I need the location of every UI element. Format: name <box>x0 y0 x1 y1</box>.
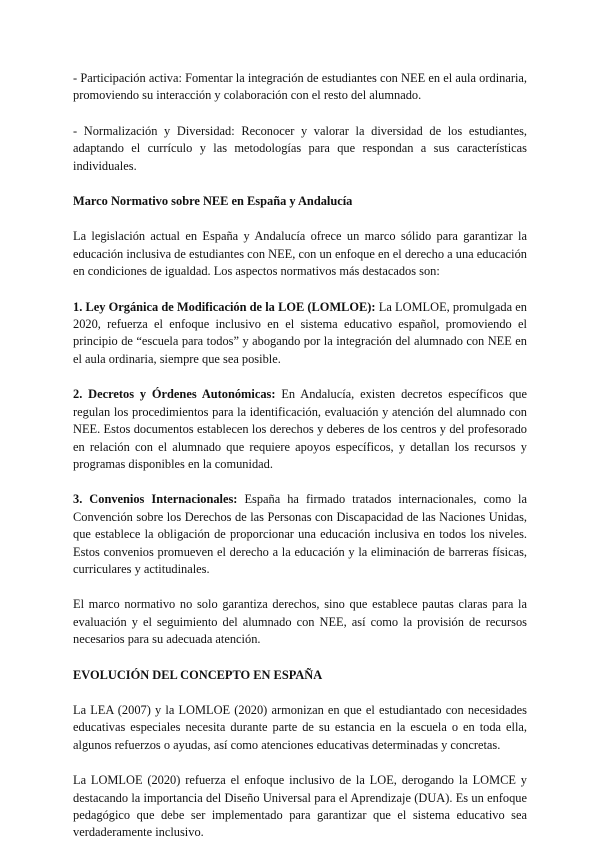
bullet-participacion-activa: - Participación activa: Fomentar la integración de estudiantes con NEE en el aula ordinaria, promoviendo su interacción y colaboración con el resto del alumnado. <box>73 71 527 103</box>
paragraph-evolucion-lea: La LEA (2007) y la LOMLOE (2020) armonizan en que el estudiantado con necesidades educativas especiales necesita durante parte de su estancia en la escuela o en toda ella, algunos refuerzos o ayudas, así como atenciones educativas determinadas y concretas. <box>73 702 527 752</box>
bullet-normalizacion-diversidad: - Normalización y Diversidad: Reconocer y valorar la diversidad de los estudiantes, adaptando el currículo y las metodologías para que respondan a sus características individuales. <box>73 123 527 173</box>
paragraph-marco-intro: La legislación actual en España y Andalucía ofrece un marco sólido para garantizar la educación inclusiva de estudiantes con NEE, con un enfoque en el derecho a una educación en condiciones de igualdad. Los aspectos normativos más destacados son: <box>73 229 527 279</box>
list-item-lead: 3. Convenios Internacionales: <box>73 492 238 507</box>
list-item-text: España ha firmado tratados internacionales, como la Convención sobre los Derechos de las Personas con Discapacidad de las Naciones Unidas, que establece la obligación de proporcionar una educación inclusiva en todos los niveles. Estos convenios promueven el derecho a la educación y la eliminación de barreras físicas, curriculares y actitudinales. <box>73 492 527 576</box>
document-page <box>73 70 527 860</box>
list-item-decretos <box>73 386 527 473</box>
section-heading-marco-normativo: Marco Normativo sobre NEE en España y Andalucía <box>73 194 353 209</box>
section-heading-evolucion: EVOLUCIÓN DEL CONCEPTO EN ESPAÑA <box>73 667 323 682</box>
list-item-lomloe <box>73 299 527 369</box>
list-item-lead: 2. Decretos y Órdenes Autonómicas: <box>73 387 276 402</box>
list-item-text: La LOMLOE, promulgada en 2020, refuerza el enfoque inclusivo en el sistema educativo español, promoviendo el principio de “escuela para todos” y abogando por la integración del alumnado con NEE en el aula ordinaria, siempre que sea posible. <box>73 299 527 366</box>
list-item-lead: 1. Ley Orgánica de Modificación de la LOE (LOMLOE): <box>73 299 376 314</box>
list-item-text: En Andalucía, existen decretos específicos que regulan los procedimientos para la identificación, evaluación y atención del alumnado con NEE. Estos documentos establecen los derechos y deberes de los centros y del profesorado en relación con el alumnado que requiere apoyos específicos, y detallan los recursos y programas disponibles en la comunidad. <box>73 387 527 471</box>
paragraph-marco-closing: El marco normativo no solo garantiza derechos, sino que establece pautas claras para la evaluación y el seguimiento del alumnado con NEE, así como la provisión de recursos necesarios para su adecuada atención. <box>73 597 527 647</box>
paragraph-evolucion-lomloe: La LOMLOE (2020) refuerza el enfoque inclusivo de la LOE, derogando la LOMCE y destacando la importancia del Diseño Universal para el Aprendizaje (DUA). Es un enfoque pedagógico que debe ser implementado para garantizar que el sistema educativo sea verdaderamente inclusivo. <box>73 773 527 840</box>
list-item-convenios <box>73 491 527 578</box>
